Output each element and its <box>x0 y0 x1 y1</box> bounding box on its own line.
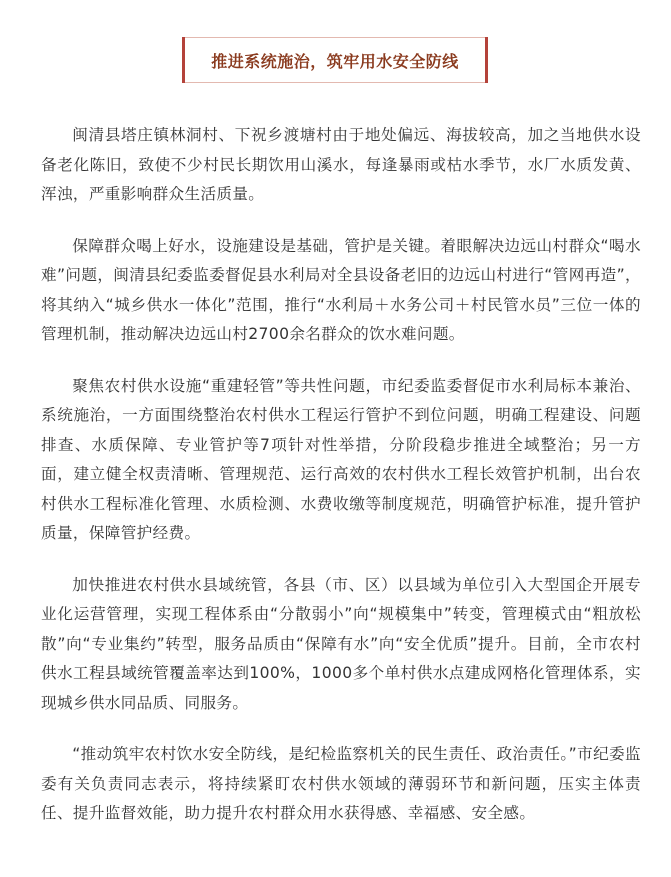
paragraph-3: 聚焦农村供水设施“重建轻管”等共性问题，市纪委监委督促市水利局标本兼治、系统施治，一方面围绕整治农村供水工程运行管护不到位问题，明确工程建设、问题排查、水质保障、专业管护等7项针对性举措，分阶段稳步推进全域整治；另一方面，建立健全权责清晰、管理规范、运行高效的农村供水工程长效管护机制，出台农村供水工程标准化管理、水质检测、水费收缴等制度规范，明确管护标准，提升管护质量，保障管护经费。 <box>41 376 641 542</box>
section-title: 推进系统施治，筑牢用水安全防线 <box>211 51 459 71</box>
paragraph-5: “推动筑牢农村饮水安全防线，是纪检监察机关的民生责任、政治责任。”市纪委监委有关负责同志表示，将持续紧盯农村供水领域的薄弱环节和新问题，压实主体责任、提升监督效能，助力提升农村群众用水获得感、幸福感、安全感。 <box>41 745 641 822</box>
title-right-accent <box>485 37 488 83</box>
paragraph-2: 保障群众喝上好水，设施建设是基础，管护是关键。着眼解决边远山村群众“喝水难”问题，闽清县纪委监委督促县水利局对全县设备老旧的边远山村进行“管网再造”，将其纳入“城乡供水一体化”范围，推行“水利局＋水务公司＋村民管水员”三位一体的管理机制，推动解决边远山村2700余名群众的饮水难问题。 <box>41 236 641 343</box>
section-title-box <box>182 37 488 83</box>
paragraph-1: 闽清县塔庄镇林洞村、下祝乡渡塘村由于地处偏远、海拔较高，加之当地供水设备老化陈旧，致使不少村民长期饮用山溪水，每逢暴雨或枯水季节，水厂水质发黄、浑浊，严重影响群众生活质量。 <box>41 126 641 203</box>
title-left-accent <box>182 37 185 83</box>
article-body <box>41 121 641 851</box>
paragraph-4: 加快推进农村供水县域统管，各县（市、区）以县域为单位引入大型国企开展专业化运营管理，实现工程体系由“分散弱小”向“规模集中”转变，管理模式由“粗放松散”向“专业集约”转型，服务品质由“保障有水”向“安全优质”提升。目前，全市农村供水工程县域统管覆盖率达到100%，1000多个单村供水点建成网格化管理体系，实现城乡供水同品质、同服务。 <box>41 575 641 712</box>
